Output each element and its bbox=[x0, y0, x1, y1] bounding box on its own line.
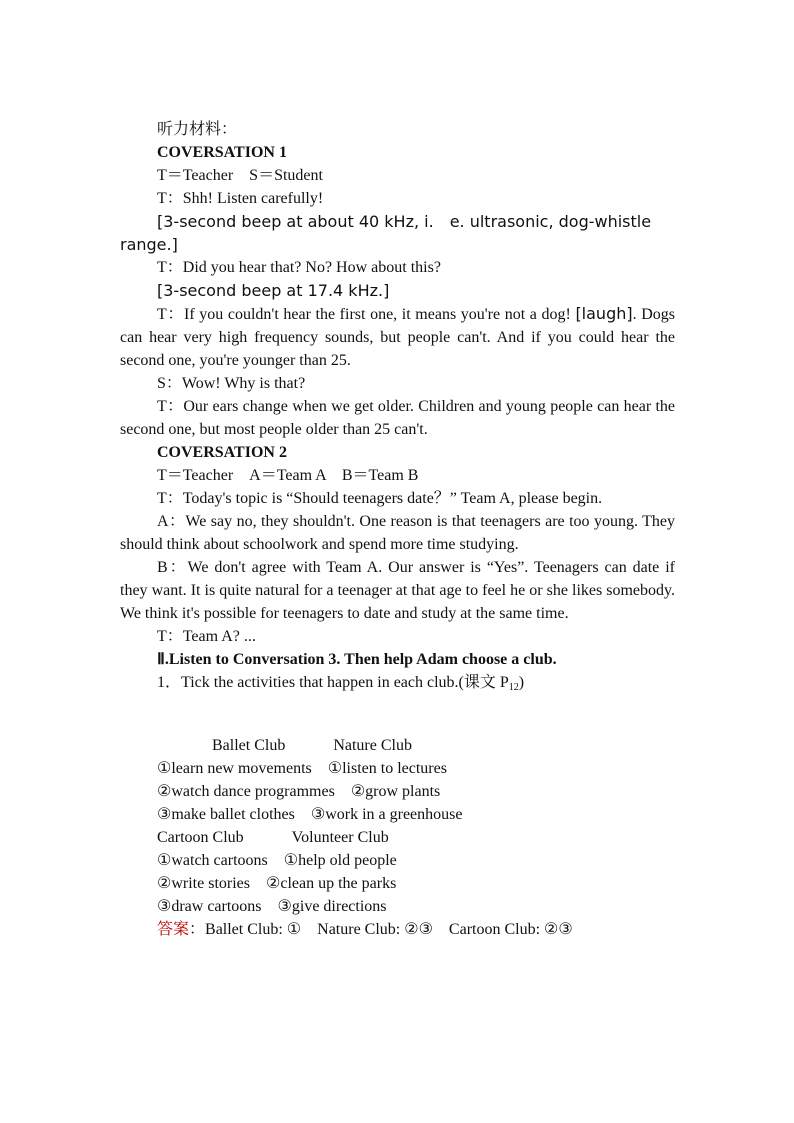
task-text-end: ) bbox=[518, 674, 525, 691]
line-text: T：If you couldn't hear the first one, it means you're not a dog! bbox=[157, 306, 576, 323]
conversation-2-line: T：Team A? ... bbox=[157, 628, 256, 645]
section-2-heading: Ⅱ.Listen to Conversation 3. Then help Adam choose a club. bbox=[157, 651, 557, 668]
clubs-header: Ballet Club Nature Club bbox=[212, 737, 412, 754]
clubs-table-2 bbox=[120, 826, 675, 918]
clubs-table-1 bbox=[120, 734, 675, 826]
club-activity-row: ③draw cartoons ③give directions bbox=[157, 898, 387, 915]
page-subscript: 12 bbox=[508, 682, 519, 693]
answer-text: ：Ballet Club: ① Nature Club: ②③ Cartoon Club: ②③ bbox=[189, 921, 573, 938]
conversation-1-stage-note: [3-second beep at about 40 kHz, i. e. ultrasonic, dog-whistle range.] bbox=[120, 212, 652, 254]
conversation-2-roles: T＝Teacher A＝Team A B＝Team B bbox=[157, 467, 419, 484]
conversation-1-line: S：Wow! Why is that? bbox=[157, 375, 306, 392]
answer-label: 答案 bbox=[157, 921, 190, 938]
conversation-1-line: T：Our ears change when we get older. Children and young people can hear the second one, but most people older than 25 can't. bbox=[120, 398, 675, 438]
club-activity-row: ③make ballet clothes ③work in a greenhouse bbox=[157, 806, 463, 823]
intro-label: 听力材料： bbox=[157, 121, 238, 138]
section-2-task bbox=[120, 671, 675, 694]
answer-line bbox=[120, 918, 675, 941]
conversation-1-line: T：Did you hear that? No? How about this? bbox=[157, 259, 441, 276]
line-text: . Dogs can hear very high frequency sounds, but people can't. And if you could hear the second one, you're younger than 25. bbox=[120, 306, 676, 369]
conversation-1-stage-note: [3-second beep at 17.4 kHz.] bbox=[157, 281, 390, 300]
club-activity-row: ①learn new movements ①listen to lectures bbox=[157, 760, 447, 777]
clubs-header: Cartoon Club Volunteer Club bbox=[157, 829, 389, 846]
club-activity-row: ②write stories ②clean up the parks bbox=[157, 875, 397, 892]
conversation-1-line bbox=[120, 302, 675, 372]
laugh-note: [laugh] bbox=[575, 304, 633, 323]
conversation-1-line: T：Shh! Listen carefully! bbox=[157, 190, 324, 207]
club-activity-row: ①watch cartoons ①help old people bbox=[157, 852, 397, 869]
conversation-1-heading: COVERSATION 1 bbox=[157, 144, 287, 161]
task-text: 1．Tick the activities that happen in each club.(课文 P bbox=[157, 674, 509, 691]
conversation-2-line: A：We say no, they shouldn't. One reason is that teenagers are too young. They should think about schoolwork and spend more time studying. bbox=[120, 513, 675, 553]
conversation-2-heading: COVERSATION 2 bbox=[157, 444, 287, 461]
spacer bbox=[120, 694, 675, 734]
document-page bbox=[120, 118, 675, 941]
conversation-2-line: T：Today's topic is “Should teenagers date？” Team A, please begin. bbox=[157, 490, 603, 507]
conversation-1-roles: T＝Teacher S＝Student bbox=[157, 167, 323, 184]
club-activity-row: ②watch dance programmes ②grow plants bbox=[157, 783, 441, 800]
conversation-2-line: B：We don't agree with Team A. Our answer is “Yes”. Teenagers can date if they want. It is quite natural for a teenager at that age to feel he or she likes somebody. We think it's possible for teenagers to date and study at the same time. bbox=[120, 559, 675, 622]
